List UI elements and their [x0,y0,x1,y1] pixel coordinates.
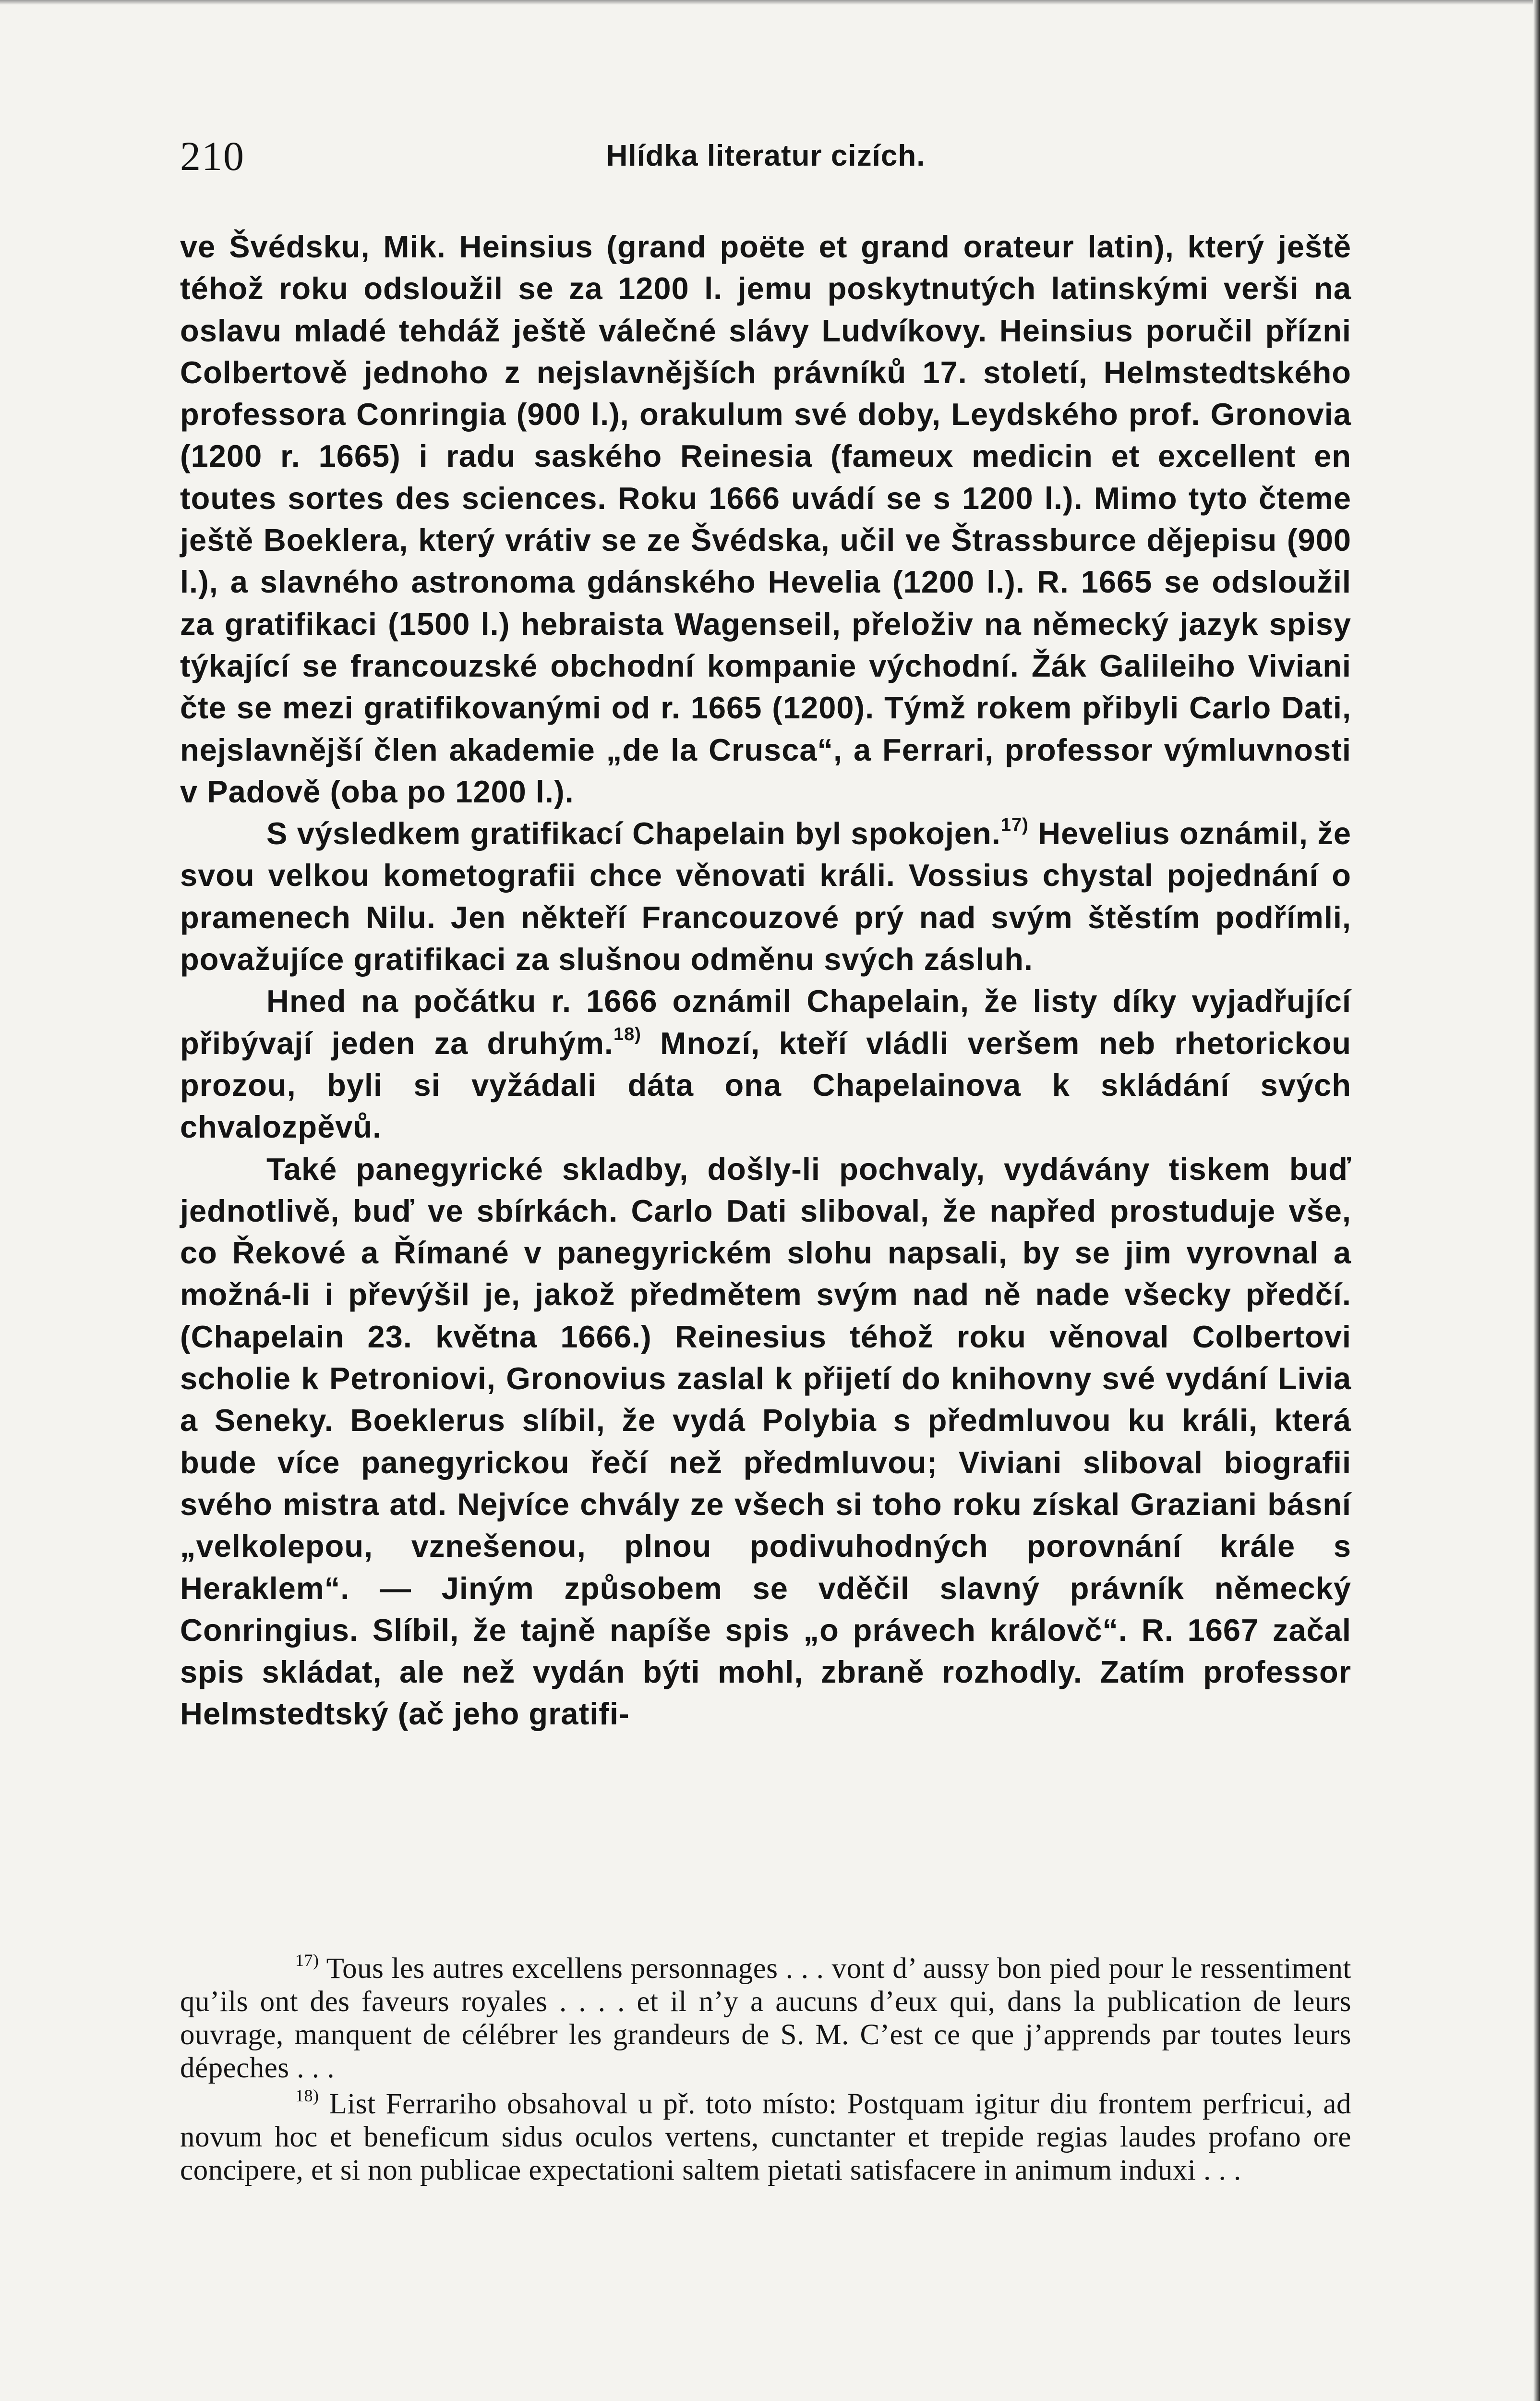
footnote-number: 17) [295,1950,319,1970]
running-title: Hlídka literatur cizích. [606,139,926,172]
paragraph-text: Hevelius oznámil, že svou velkou kometografii chce věnovati králi. Vossius chystal pojednání o pramenech Nilu. Jen někteří Francouzové prý nad svým štěstím podřímli, považujíce gratifikaci za slušnou odměnu svých zásluh. [180,816,1351,977]
page-number: 210 [180,133,245,179]
paragraph [180,980,1351,1148]
footnotes [180,1952,1351,2190]
footnote-mark [180,1952,319,1985]
paragraph [180,812,1351,980]
footnote [180,1952,1351,2085]
scan-right-edge [1533,0,1540,2401]
paragraph-text: Také panegyrické skladby, došly-li pochvaly, vydávány tiskem buď jednotlivě, buď ve sbírkách. Carlo Dati sliboval, že napřed prostuduje vše, co Řekové a Římané v panegyrickém slohu napsali, by se jim vyrovnal a možná-li i převýšil je, jakož předmětem svým nad ně nade všecky předčí. (Chapelain 23. května 1666.) Reinesius téhož roku věnoval Colbertovi scholie k Petroniovi, Gronovius zaslal k přijetí do knihovny své vydání Livia a Seneky. Boeklerus slíbil, že vydá Polybia s předmluvou ku králi, která bude více panegyrickou řečí než předmluvou; Viviani sliboval biografii svého mistra atd. Nejvíce chvály ze všech si toho roku získal Graziani básní „velkolepou, vznešenou, plnou podivuhodných porovnání krále s Heraklem“. — Jiným způsobem se vděčil slavný právník německý Conringius. Slíbil, že tajně napíše spis „o právech královč“. R. 1667 začal spis skládat, ale než vydán býti mohl, zbraně rozhodly. Zatím professor Helmstedtský (ač jeho gratifi- [180,1151,1351,1732]
paragraph [180,1148,1351,1735]
footnote-reference: 18) [613,1024,641,1044]
footnote-reference: 17) [1000,814,1029,835]
paragraph-text: Mnozí, kteří vládli veršem neb rhetorickou prozou, byli si vyžádali dáta ona Chapelainova k skládání svých chvalozpěvů. [180,1025,1351,1145]
footnote-text: List Ferrariho obsahoval u př. toto místo: Postquam igitur diu frontem perfricui, ad novum hoc et beneficum sidus oculos vertens, cunctanter et trepide regias laudes profano ore concipere, et si non publicae expectationi saltem pietati satisfacere in animum induxi . . . [180,2088,1351,2186]
paragraph [180,226,1351,812]
scan-top-edge [0,0,1540,5]
paragraph-text: ve Švédsku, Mik. Heinsius (grand poëte et grand orateur latin), který ještě téhož roku odsloužil se za 1200 l. jemu poskytnutých latinskými verši na oslavu mladé tehdáž ještě válečné slávy Ludvíkovy. Heinsius poručil přízni Colbertově jednoho z nejslavnějších právníků 17. století, Helmstedtského professora Conringia (900 l.), orakulum své doby, Leydského prof. Gronovia (1200 r. 1665) i radu saského Reinesia (fameux medicin et excellent en toutes sortes des sciences. Roku 1666 uvádí se s 1200 l.). Mimo tyto čteme ještě Boeklera, který vrátiv se ze Švédska, učil ve Štrassburce dějepisu (900 l.), a slavného astronoma gdánského Hevelia (1200 l.). R. 1665 se odsloužil za gratifikaci (1500 l.) hebraista Wagenseil, přeloživ na německý jazyk spisy týkající se francouzské obchodní kompanie východní. Žák Galileiho Viviani čte se mezi gratifikovanými od r. 1665 (1200). Týmž rokem přibyli Carlo Dati, nejslavnější člen akademie „de la Crusca“, a Ferrari, professor výmluvnosti v Padově (oba po 1200 l.). [180,229,1351,809]
paragraph-text: Hned na počátku r. 1666 oznámil Chapelain, že listy díky vyjadřující přibývají jeden za druhým. [180,983,1351,1061]
footnote-mark [180,2088,319,2120]
footnote [180,2087,1351,2187]
footnote-number: 18) [295,2086,319,2105]
paragraph-text: S výsledkem gratifikací Chapelain byl spokojen. [266,816,1001,851]
body-text [180,226,1351,1735]
page-header [180,132,1351,185]
footnote-text: Tous les autres excellens personnages . . . vont d’ aussy bon pied pour le ressentiment qu’ils ont des faveurs royales . . . . et il n’y a aucuns d’eux qui, dans la publication de leurs ouvrage, manquent de célébrer les grandeurs de S. M. C’est ce que j’apprends par toutes leurs dépeches . . . [180,1952,1351,2084]
